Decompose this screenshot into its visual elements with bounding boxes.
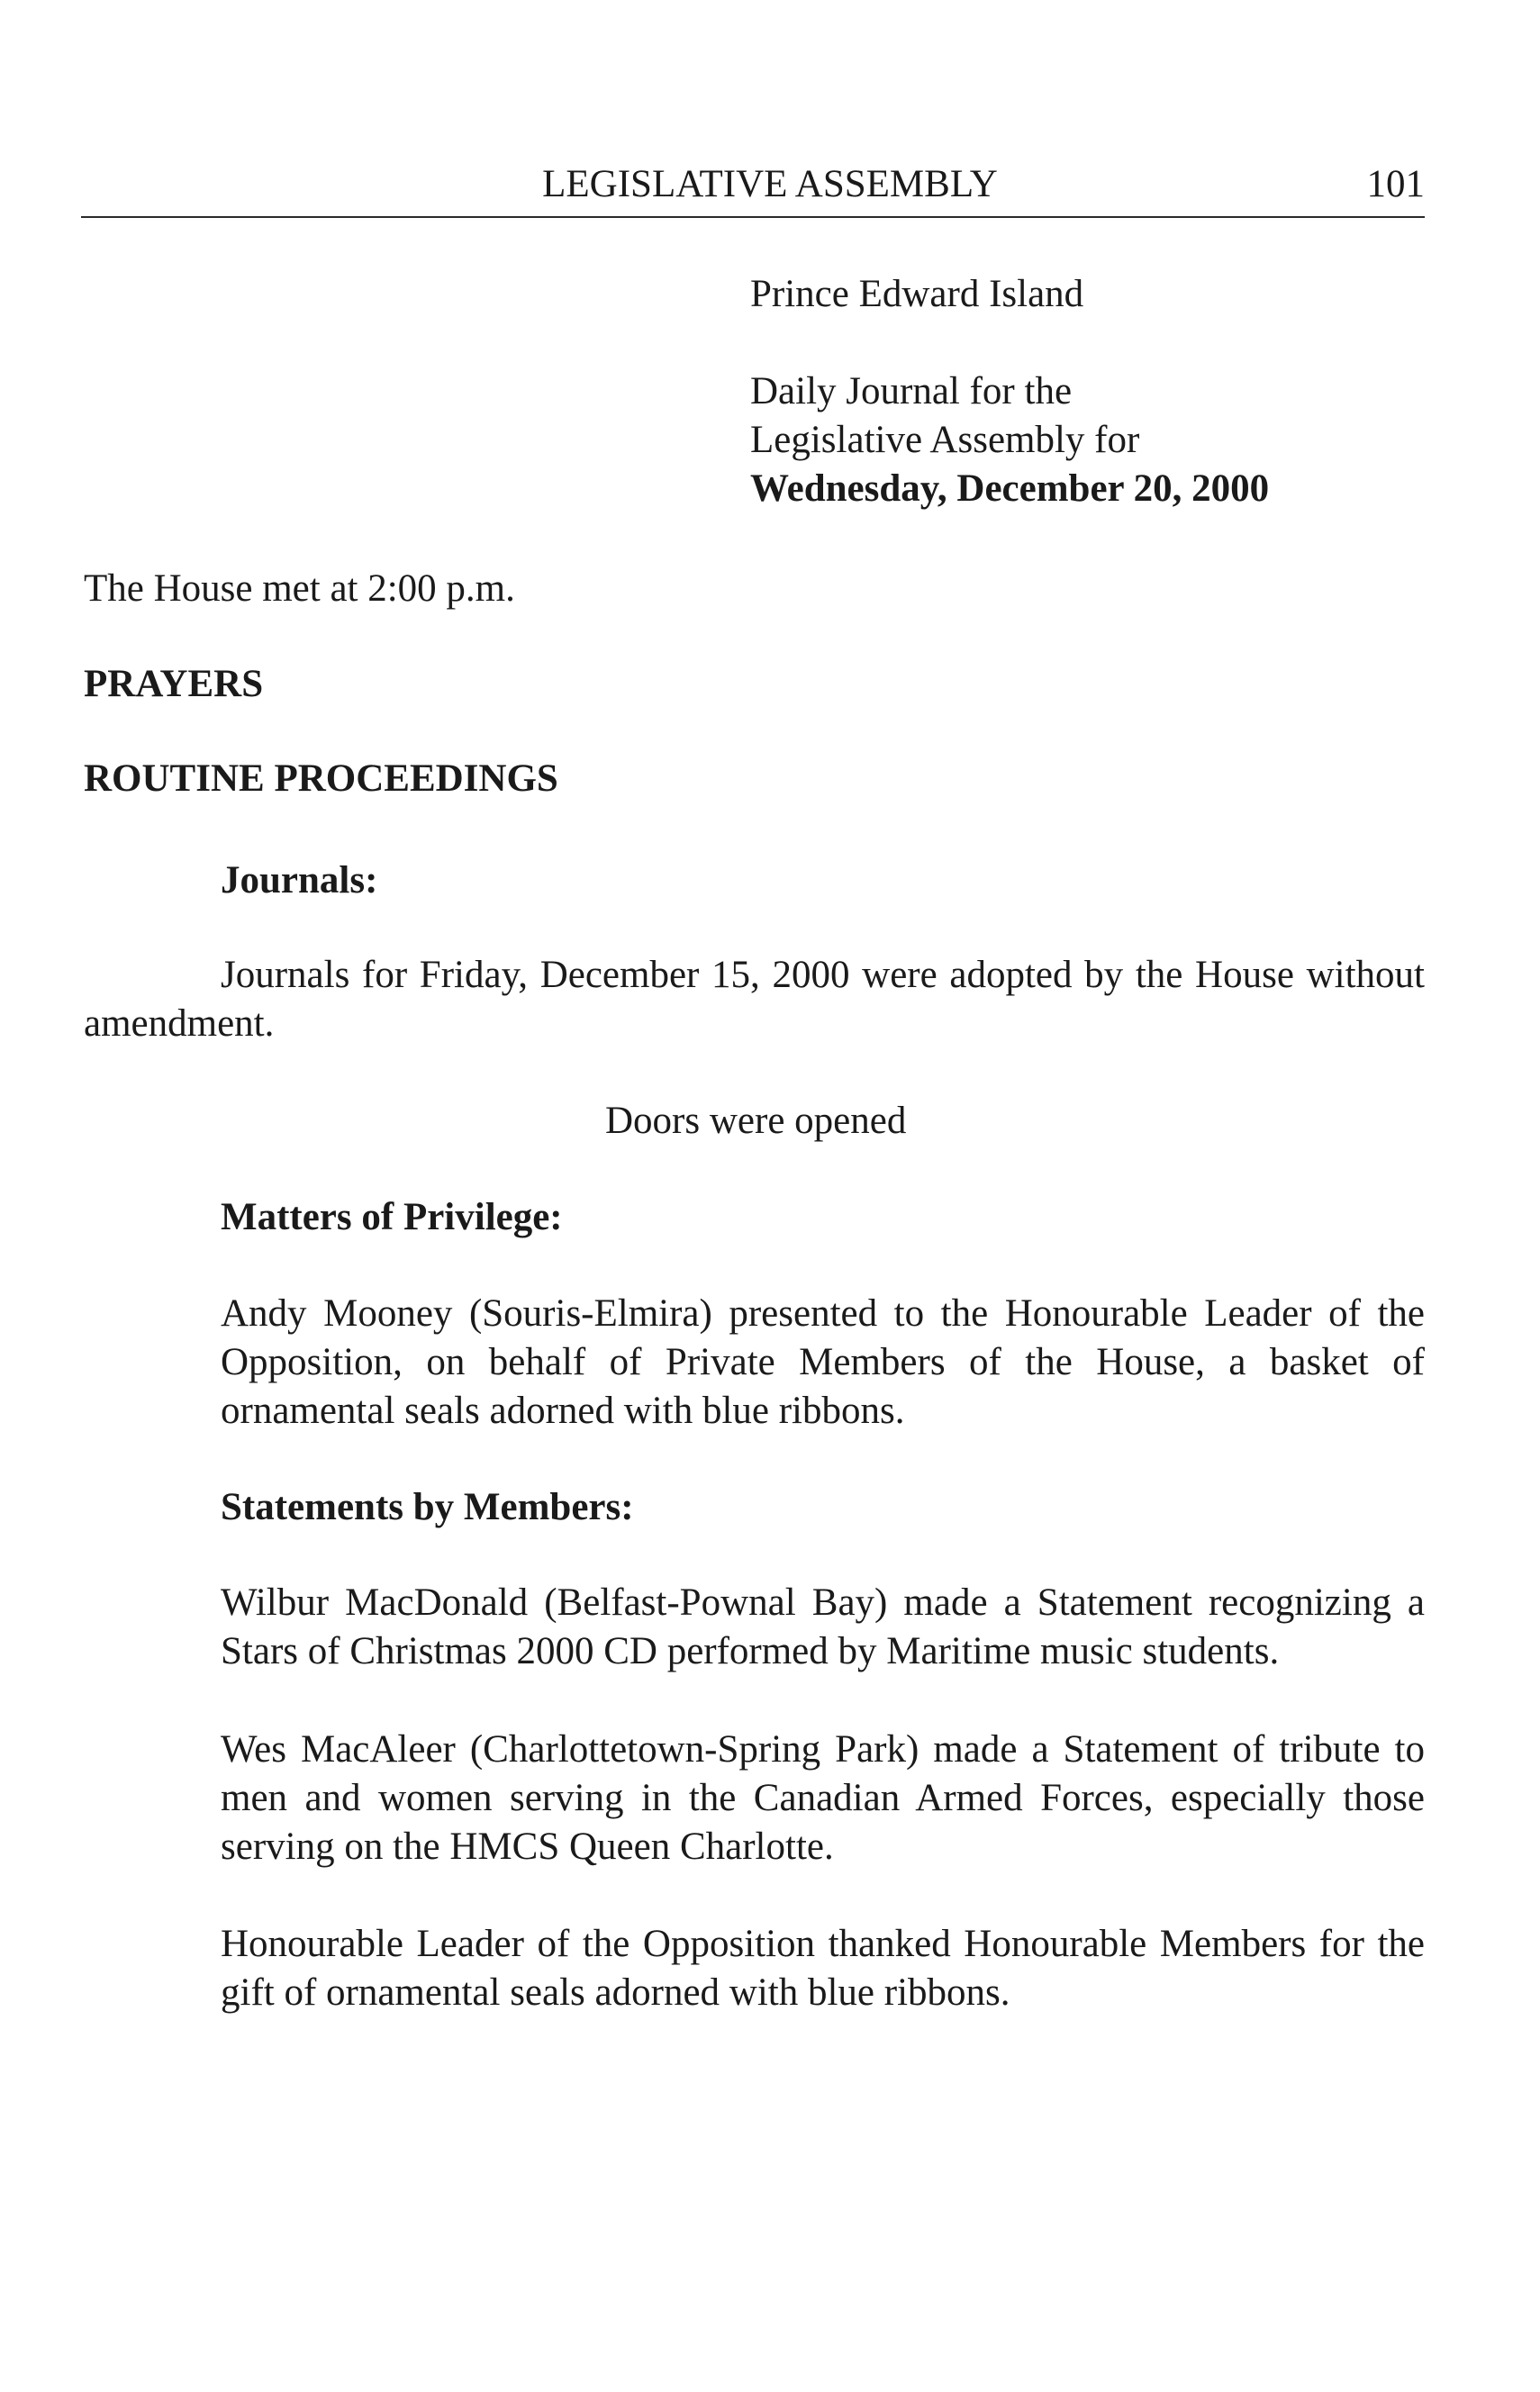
- journal-date: Wednesday, December 20, 2000: [750, 467, 1270, 510]
- journals-text-line-2: amendment.: [84, 1002, 275, 1045]
- privilege-heading: Matters of Privilege:: [221, 1196, 563, 1238]
- doors-opened-note: Doors were opened: [605, 1100, 907, 1142]
- statement-item: Honourable Leader of the Opposition thanked Honourable Members for the gift of ornamental seals adorned with blue ribbons.: [221, 1923, 1425, 2014]
- journal-title-line-1: Daily Journal for the: [750, 370, 1073, 412]
- house-met-time: The House met at 2:00 p.m.: [84, 567, 515, 610]
- routine-proceedings-heading: ROUTINE PROCEEDINGS: [84, 757, 558, 800]
- page-number: 101: [1366, 163, 1425, 205]
- header-rule: [81, 216, 1425, 218]
- journals-heading: Journals:: [221, 859, 378, 902]
- statement-item: Wes MacAleer (Charlottetown-Spring Park) made a Statement of tribute to men and women serving in the Canadian Armed Forces, especially those serving on the HMCS Queen Charlotte.: [221, 1728, 1425, 1868]
- province-name: Prince Edward Island: [750, 273, 1084, 315]
- prayers-heading: PRAYERS: [84, 663, 264, 705]
- journals-text-line-1: Journals for Friday, December 15, 2000 were adopted by the House without: [221, 954, 1425, 996]
- running-header-title: LEGISLATIVE ASSEMBLY: [542, 163, 998, 205]
- privilege-text: Andy Mooney (Souris-Elmira) presented to the Honourable Leader of the Opposition, on behalf of Private Members of the House, a basket of ornamental seals adorned with blue ribbons.: [221, 1292, 1425, 1432]
- journal-title-line-2: Legislative Assembly for: [750, 419, 1140, 461]
- statements-heading: Statements by Members:: [221, 1486, 634, 1528]
- statement-item: Wilbur MacDonald (Belfast-Pownal Bay) made a Statement recognizing a Stars of Christmas 2000 CD performed by Maritime music students.: [221, 1581, 1425, 1672]
